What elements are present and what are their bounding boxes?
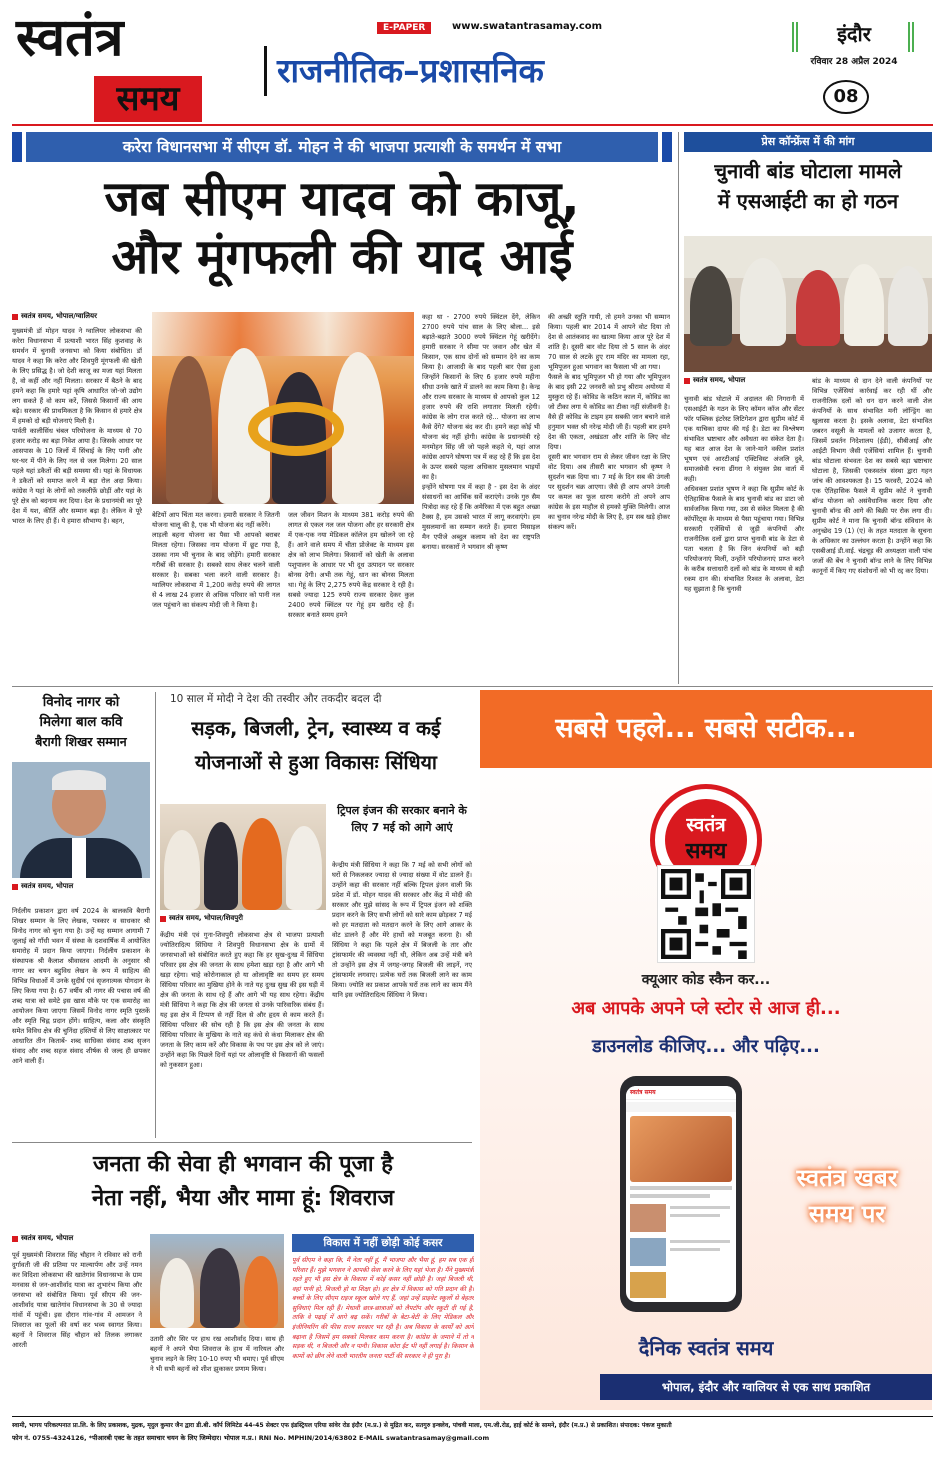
cm-col2: बेटियों आप चिंता मत करना। हमारी सरकार ने जितनी योजना चालू की है, एक भी योजना बंद नहीं करेंगे। लाड़ली बहना योजना का पैसा भी आपको बराबर मिलता रहेगा। जिसका नाम योजना में छूट गया है, उसका नाम भी चुनाव के बाद जोड़ेंगे। हमारी सरकार गरीबों की सरकार है। सबको साथ लेकर चलने वाली सरकार है। सबका भला करने वाली सरकार है। ग्वालियर लोकसभा में 1,200 करोड़ रुपये की लागत से 4 लाख 24 हजार से अधिक परिवार को पानी नल जल पहुंचाने का संकल्प मोदी जी ने किया है। [152, 511, 280, 610]
city-name: इंदौर [837, 22, 871, 46]
cm-col5: की अच्छी स्तुति गायी, तो हमने उनका भी सम्मान किया। पहली बार 2014 में आपने वोट दिया तो देश से आतंकवाद का खात्मा किया आज पूरे देश में शांति है। दूसरी बार वोट दिया तो 5 साल के अंदर 70 साल से लटके हुए राम मंदिर का मामला रहा, भूमिपूजन हुआ भगवान का फैसला भी आ गया। फैसले के बाद भूमिपूजन भी हो गया और भूमिपूजन के बाद इसी 22 जनवरी को प्रभु श्रीराम अयोध्या में मुस्कुरा रहे हैं। कोविड के कठिन काल में, कोविड का जो टीका लगा ये कोविड का टीका नहीं संजीवनी है। वैसे ही कोविड के टाइम हम सबकी जान बचाने वाले हनुमान भक्त श्री नरेन्द्र मोदी जी हैं। पहली बार हमने देश की एकता, अखंडता और शांति के लिए वोट दिया। दूसरी बार भगवान राम से लेकर जीवन रक्षा के लिए वोट दिया। अब तीसरी बार भगवान श्री कृष्ण ने सुदर्शन चक्र दिया था। 7 मई के दिन सब की उंगली पर सुदर्शन चक्र आएगा। जैसे ही आप अपने उंगली पर कमल का फूल धारण करोगे तो अपने आप कांग्रेस के इस माहौल से हमको मुक्ति मिलेगी। आज का चुनाव नरेन्द्र मोदी के लिए है, हम सब खड़े होकर संकल्प करें। [548, 313, 670, 532]
poet-headline [12, 692, 150, 752]
shivraj-headline [12, 1148, 474, 1216]
shivraj-photo-person-3 [244, 1256, 278, 1328]
shivraj-sidebar-body: पूर्व सीएम ने कहा कि, मैं नेता नहीं हूं, मैं भाजपा और भैया हूं, हम सब एक ही परिवार हैं। मुझे भगवान ने आपकी सेवा करने के लिए यहां भेजा है। मैंने मुख्यमंत्री रहते हुए भी इस क्षेत्र के विकास में कोई कसर नहीं छोड़ी है। जहां बिजली थी, वहां पानी हो, बिजली हो या शिक्षा हो। हर क्षेत्र में विकास को गति प्रदान की है। बच्चों के लिए सीएम राइज स्कूल खोले गए हैं, जहां उन्हें प्राइवेट स्कूलों से बेहतर सुविधाएं मिल रही हैं। मेधावी छात्र-छात्राओं को लैपटॉप और स्कूटी दी गई है, ताकि वे पढ़ाई में आगे बढ़ सकें। गरीबों के बेटा-बेटी के लिए मेडिकल और इंजीनियरिंग की फीस राज्य सरकार भर रही है। अब विकास के कार्यों को आगे बढ़ाना है जिसमें हम सबको मिलकर काम करना है। कांग्रेस के जमाने में तो न सड़क थी, न बिजली और न पानी। विकास कोरा ईंट भी नहीं लगाई है। किसान के कामों को छीन लेने वाली भारतीय जनता पार्टी की सरकार ने ही पूरा है। [292, 1257, 474, 1360]
ad-phone-app-title: स्वतंत्र समय [630, 1089, 656, 1096]
section-title: राजनीतिक–प्रशासनिक [264, 46, 680, 96]
divider-lower [12, 1142, 472, 1143]
poet-headline-line3: बैरागी शिखर सम्मान [35, 734, 127, 749]
scindia-byline: स्वतंत्र समय, भोपाल/शिवपुरी [160, 914, 243, 923]
scindia-subhead: ट्रिपल इंजन की सरकार बनाने के लिए 7 मई को आगे आएं [337, 804, 467, 834]
page-number: 08 [823, 80, 869, 114]
masthead-bars-right [908, 22, 916, 52]
ad-headline: सबसे पहले... सबसे सटीक... [555, 713, 857, 744]
cm-photo-person-1 [166, 356, 212, 504]
poet-headline-line2: मिलेगा बाल कवि [39, 714, 123, 730]
bond-press-photo [684, 236, 932, 372]
logo-line2: समय [116, 79, 180, 119]
bond-col1: चुनावी बांड घोटाले में अदालत की निगरानी में एसआईटी के गठन के लिए कॉमन कॉज और सेंटर फॉर पब्लिक इंटरेस्ट लिटिगेशन द्वारा सुप्रीम कोर्ट में एक याचिका दायर की गई है। डेटा का विश्लेषण संभावित भ्रष्टाचार और अवैधता का संकेत देता है। यह बात आज देश के जाने-माने वकील प्रशांत भूषण एवं आरटीआई एक्टिविस्ट अंजलि दुबे, समाजसेवी रचना ढींगरा ने संयुक्त प्रेस वार्ता में कही। अधिवक्ता प्रशांत भूषण ने कहा कि सुप्रीम कोर्ट के ऐतिहासिक फैसले के बाद चुनावी बांड का डाटा जो सार्वजनिक किया गया, उस से संकेत मिलता है की कॉर्पोरेट्स के माध्यम से पैसा पहुंचाया गया। विभिन्न सरकारी एजेंसियों से जुड़ी कंपनियों और राजनीतिक दलों द्वारा प्राप्त चुनावी बांड के डेटा से पता चलता है कि जिन कंपनियों को बड़ी परियोजनाएं मिलीं, उन्होंने परियोजनाएं प्राप्त करने के करीब सत्ताधारी दलों को बांड के माध्यम से बड़ी रकम दान की। संभावित रिश्वत के अलावा, डेटा यह सुझाता है कि चुनावी [684, 395, 804, 594]
bond-headline-line2: में एसआईटी का हो गठन [717, 189, 899, 213]
qr-code-graphic [661, 869, 751, 959]
masthead-rule [12, 124, 933, 126]
ad-top-band [480, 690, 932, 768]
bond-col2: बांड के माध्यम से दान देने वाली कंपनियों पर विभिन्न एजेंसियां कार्रवाई कर रही थीं और राजनीतिक दलों को धन दान करने वाली शेल कंपनियों के साथ संभावित मनी लॉन्ड्रिंग का खुलासा करता है। इसके अलावा, डेटा संभावित जबरन वसूली के मामलों को उजागर करता है, जिसमें प्रवर्तन निदेशालय (ईडी), सीबीआई और आईटी विभाग जैसी एजेंसियां शामिल हैं। चुनावी बांड घोटाला संभवतः देश का सबसे बड़ा भ्रष्टाचार घोटाला है, जिसकी एकस्वतंत्र संस्था द्वारा गहन जांच की आवश्यकता है। 15 फरवरी, 2024 को एक ऐतिहासिक फैसले में सुप्रीम कोर्ट ने चुनावी बॉन्ड योजना को असंवैधानिक करार दिया और चुनावी बॉन्ड की आगे की बिक्री पर रोक लगा दी। सुप्रीम कोर्ट ने माना कि चुनावी बॉन्ड संविधान के अनुच्छेद 19 (1) (ए) के तहत मतदाता के सूचना के अधिकार का उल्लंघन करता है। उन्होंने कहा कि एसबीआई डी.वाई. चंद्रचूड़ की अध्यक्षता वाली पांच जजों की बेंच ने चुनावी बॉन्ड लाने के लिए विभिन्न कानूनों में किए गए संशोधनों को भी रद्द कर दिया। [812, 377, 932, 576]
masthead-bars-left [792, 22, 800, 52]
logo-line2-box [94, 76, 202, 122]
ad-qr-label: क्यूआर कोड स्कैन कर... [641, 972, 771, 988]
cm-col3: जल जीवन मिशन के माध्यम 381 करोड़ रुपये की लागत से एकल नल जल योजना और हर सरकारी क्षेत्र में एक-एक नया मेडिकल कॉलेज हम खोलने जा रहे हैं। आने वाले समय में चीता प्रोजेक्ट के माध्यम इस क्षेत्र को लाभ मिलेगा। किसानों को खेती के अलावा पशुपालन के आधार पर भी दूध उत्पादन पर सरकार बोनस देगी। अभी तक गेहूं, धान का बोनस मिलता था। गेहूं के लिए 2,275 रुपये केंद्र सरकार दे रही है। सबसे ज्यादा 125 रुपये राज्य सरकार देकर कुल 2400 रुपये क्विंटल पर गेहूं हम खरीद रहे हैं। सरकार बनाते समय हमने [288, 511, 414, 620]
divider-mid [12, 686, 933, 687]
ad-line2: डाउनलोड कीजिए... और पढ़िए... [592, 1036, 820, 1057]
divider-top [678, 132, 679, 684]
cm-headline-line2: और मूंगफली की याद आई [111, 229, 573, 285]
bond-story [684, 132, 932, 682]
scindia-rally-photo [160, 804, 326, 910]
ad-brand: दैनिक स्वतंत्र समय [638, 1336, 774, 1360]
scindia-col2: केन्द्रीय मंत्री सिंधिया ने कहा कि 7 मई को सभी लोगों को घरों से निकलकर ज्यादा से ज्यादा संख्या में वोट डालने हैं। उन्होंने कहा की सरकार नहीं बल्कि ट्रिपल इंजन वाली कि प्रदेश में डॉ. मोहन यादव की सरकार और केंद्र में मोदी की सरकार और मुझे सांसद के रूप में ट्रिपल इंजन को शक्ति प्रदान करने के लिए सभी लोगों को सारे काम छोड़कर 7 मई को हर मतदाता को मतदान करने के लिए आगे आकर के वोट डालने हैं और मेरे हाथों को मजबूत करना है। श्री सिंधिया ने कहा कि पहले क्षेत्र में बिजली के तार और ट्रांसफार्मर की व्यवस्था नहीं थी, लेकिन अब उन्हें मंत्री बने तो उन्होंने इस क्षेत्र में जगह-जगह बिजली की लाइनें, नए ट्रांसफार्मर लगवाए। प्रत्येक घरों तक बिजली लाने का काम किया। ज्योति का प्रकाश आपके घरों तक लाने का काम मैंने यानि इस ज्योतिरादित्य सिंधिया ने किया। [332, 861, 472, 1000]
poet-portrait [12, 762, 150, 878]
cm-col4: कहा था - 2700 रुपये क्विंटल देंगे, लेकिन 2700 रुपये पांच साल के लिए बोला... इसे बढ़ाते-बढ़ाते 3000 रुपये क्विंटल गेहूं खरीदेंगे। हमारी सरकार ने सीमा पर जवान और खेत में किसान, एक साथ दोनों को सम्मान देने का काम किया है। आजादी के बाद पहली बार ऐसा हुआ जिन्होंने किसानों के लिए 6 हजार रुपये महीना सीधा उनके खाते में डालने का काम किया है। केन्द्र और राज्य सरकार के माध्यम से आपको कुल 12 हजार रुपये की राशि लगातार मिलती रहेगी। कांग्रेस के लोग राज करते रहे... योजना का लाभ कैसे देंगे? योजना बंद कर दी। हमने कहा कोई भी योजना बंद नहीं होगी। कांग्रेस के प्रधानमंत्री रहे मनमोहन सिंह जी जो पहले कहते थे, यहां आज कांग्रेस आपने घोषणा पत्र में कह रहे हैं कि इस देश के ऊपर सबसे पहला अधिकार मुसलमान भाइयों का है। इन्होंने घोषणा पत्र में कहा है - इस देश के अंदर संसाधनों का आर्थिक सर्वे कराएंगे। उनके गुरु सैम पित्रोदा कह रहे हैं कि अमेरिका में एक बहुत अच्छा टैक्स है, हम उसको भारत में लागू करवाएंगे। हम मुसलमानों का सम्मान करते हैं। हमारा मिसाइल मैन एपीजे अब्दुल कलाम को देश का राष्ट्रपति बनाया। सरकारों ने भगवान श्री कृष्ण [422, 313, 540, 552]
scindia-kicker: 10 साल में मोदी ने देश की तस्वीर और तकदीर बदल दी [170, 693, 382, 705]
scindia-story [160, 692, 472, 1136]
cm-col1: मुख्यमंत्री डॉ मोहन यादव ने ग्वालियर लोकसभा की करेरा विधानसभा में प्रत्याशी भारत सिंह कुशवाह के समर्थन में चुनावी जनसभा को किया संबोधित। डॉ यादव ने कहा कि करेरा और शिवपुरी मूंगफली की खेती के लिए प्रसिद्ध है। जो देशी काजू का मजा यहां मिलता है, वो कहीं और नहीं मिलता। सरकार में बैठने के बाद हमने कहा कि हमारे यहां कृषि आधारित जो-जो उद्योग लग सकते हैं वो काम करें, जिससे किसानों की आय बढ़े। सरकार की प्राथमिकता है कि किसान से हमारे क्षेत्र में हमको दो बड़ी योजनाएं मिली है। पार्वती कालीसिंध चंबल परियोजना के माध्यम से 70 हजार करोड़ का बड़ा निवेश आया है। जिसके आधार पर आसपास के 10 जिलों में सिंचाई के लिए पानी और घर-घर में पीने के लिए नल से जल मिलेगा। 20 साल पहले यहां डकैतों की बड़ी समस्या थी। यहां के विधायक ने डकैतों को समाप्त करने में बड़ा रोल अदा किया। कांग्रेस ने यहां के लोगों को तकलीफ़ें छोड़ीं और यहां के पूरे क्षेत्र को बदनाम कर दिया। देश के प्रधानमंत्री का पूरे देश में यश, कीर्ति और सम्मान बढ़ा है। लेकिन वे पूरे भारत के लिए ही हैं। ये हमारा सौभाग्य है। बहन, [12, 327, 142, 526]
masthead [0, 0, 945, 125]
cm-story [12, 132, 672, 680]
poet-headline-line1: विनोद नागर को [42, 694, 120, 710]
ad-phone-tag [762, 1160, 932, 1232]
logo-line1: स्वतंत्र [16, 8, 124, 68]
scindia-col1: केंद्रीय मंत्री एवं गुना-शिवपुरी लोकसभा क्षेत्र से भाजपा प्रत्याशी ज्योतिरादित्य सिंधिया ने शिवपुरी विधानसभा क्षेत्र के ग्रामों में जनसभाओं को संबोधित करते हुए कहा कि हर सुख-दुःख में सिंधिया परिवार इस क्षेत्र की जनता के साथ हमेशा खड़ा रहा है और आगे भी खड़ा रहेगा। चाहे कोरोनाकाल हो या ओलावृष्टि का समय हर समय सिंधिया परिवार का मुखिया होने के नाते यह दुःख सुख की इस घड़ी में क्षेत्र की जनता के साथ रहे हैं और आगे भी यह साथ रहेगा। केंद्रीय मंत्री सिंधिया ने कहा कि क्षेत्र की जनता से उनके पारिवारिक संबंध हैं। यह इस क्षेत्र में टिप्पण से नहीं दिल से और हृदय से काम करते हैं। सिंधिया परिवार की सोच रही है कि इस क्षेत्र की जनता के साथ सिंधिया परिवार के मुखिया के नाते वह कंधे से कंधा मिलाकर क्षेत्र की जनता के लिए काम करें और विकास के पथ पर इस क्षेत्र को ले जाएं। उन्होंने कहा कि पिछले दिनों यहां पर ओलावृष्टि से किसानों की फसलों को नुकसान हुआ। [160, 931, 324, 1070]
ad-line1: अब आपके अपने प्ले स्टोर से आज ही... [571, 998, 841, 1019]
ad-logo-line2: समय [685, 839, 727, 864]
bond-photo-person-4 [844, 264, 884, 346]
qr-code[interactable] [658, 866, 754, 962]
poet-body: निर्दलीय प्रकाशन द्वारा वर्ष 2024 के बालकवि बैरागी शिखर सम्मान के लिए लेखक, पत्रकार व साधकार श्री विनोद नागर को चुना गया है। उन्हें यह सम्मान आगामी 7 जुलाई को गाँधी भवन में संस्था के दशवार्षिक में आयोजित समारोह में प्रदान किया जाएगा। निर्दलीय प्रकाशन के संस्थापक श्री कैलाश श्रीवास्तव आदमी के अनुसार श्री नागर का चयन बहुविध लेखन के रूप में साहित्य की विभिन्न विधाओं में उनके सुदीर्घ एवं सृजनात्मक योगदान के लिए किया गया है। 67 वर्षीय श्री नागर की पचास वर्ष की शब्द यात्रा को समेटे इस खास मौके पर एक समारोह का आयोजन किया जाएगा जिसमें विनोद नागर स्मृति पुस्तकें और स्मृति चिह्न प्रदान होंगे। साहित्य, कला और संस्कृति समेत विविध क्षेत्र की चुनिंदा हस्तियों से लिए साक्षात्कार पर आधारित तीन किताबें- शब्द साधिका संवाद शब्द सृजन संवाद और शब्द सहज संवाद शीर्षक से जल्द ही छपकर आने वाली हैं। [12, 907, 150, 1066]
scindia-headline [160, 712, 472, 780]
footer [12, 1416, 933, 1454]
ad-phone [620, 1076, 742, 1312]
poet-story [12, 692, 150, 1132]
bond-photo-person-2 [740, 258, 786, 346]
ad-phone-screen [626, 1086, 736, 1302]
bond-photo-person-3 [796, 270, 840, 346]
cm-headline-line1: जब सीएम यादव को काजू, [104, 171, 580, 227]
shivraj-photo-person-1 [160, 1258, 194, 1328]
scindia-photo-person-2 [204, 822, 238, 910]
shivraj-sidebar-title: विकास में नहीं छोड़ी कोई कसर [292, 1234, 474, 1252]
bond-headline [684, 156, 932, 216]
logo [16, 8, 192, 120]
shivraj-story [12, 1148, 474, 1410]
shivraj-col2: उतारी और सिर पर हाथ रख आशीर्वाद दिया। साथ ही बहनों ने अपने भैया शिवराज के हाथ में नारियल और चुनाव लड़ने के लिए 10-10 रुपए भी थमाए। पूर्व सीएम ने भी सभी बहनों को शीश झुकाकर प्रणाम किया। [150, 1335, 284, 1374]
ad-editions-bar [600, 1374, 932, 1400]
poet-byline: स्वतंत्र समय, भोपाल [12, 882, 73, 891]
bond-byline: स्वतंत्र समय, भोपाल [684, 376, 745, 385]
shivraj-photo-person-2 [200, 1248, 240, 1328]
ad-logo-line1: स्वतंत्र [686, 814, 726, 836]
scindia-photo-person-1 [164, 830, 200, 910]
divider-poet [155, 692, 156, 1138]
shivraj-rally-photo [150, 1234, 284, 1328]
ad-editions: भोपाल, इंदौर और ग्वालियर से एक साथ प्रकाशित [661, 1380, 871, 1394]
shivraj-col1: पूर्व मुख्यमंत्री शिवराज सिंह चौहान ने रविवार को रानी दुर्गावती जी की प्रतिमा पर माल्यार्पण और उन्हें नमन कर विदिशा लोकसभा की खातेगांव विधानसभा के ग्राम मनवास से जन-आशीर्वाद यात्रा का शुभारंभ किया और जनसभा को संबोधित किया। पूर्व सीएम की जन-आशीर्वाद यात्रा खातेगांव विधानसभा के 30 से ज्यादा गांवों में पहुंची। इस दौरान गांव-गांव में आमजन ने शिवराज का फूलों की वर्षा कर भव्य स्वागत किया। बहनों ने शिवराज सिंह चौहान को तिलक लगाकर आरती [12, 1251, 142, 1350]
epaper-label: E-PAPER [377, 22, 431, 34]
cm-kicker-text: करेरा विधानसभा में सीएम डॉ. मोहन ने की भाजपा प्रत्याशी के समर्थन में सभा [122, 138, 562, 156]
footer-line2: फोन नं. 0755-4324126, *पीआरबी एक्ट के तहत समाचार चयन के लिए जिम्मेदार। भोपाल म.प्र.। RNI No. MPHIN/2014/63802 E-MAIL swatantrasamay@gmail.com [12, 1434, 490, 1442]
cm-photo-garland [248, 402, 344, 456]
shivraj-headline-line2: नेता नहीं, भैया और मामा हूं: शिवराज [92, 1186, 394, 1211]
shivraj-headline-line1: जनता की सेवा ही भगवान की पूजा है [93, 1152, 393, 1177]
footer-line1: स्वामी, भागय परिकल्पनात प्रा.लि. के लिए प्रकाशक, मुद्रक, मृदुल कुमार जैन द्वारा डी.बी. कॉर्प लिमिटेड 44-45 सेक्टर एफ इंडस्ट्रियल एरिया सांवेर रोड इंदौर (म.प्र.) से मुद्रित कर, सतगुरु इन्क्लेव, पांचवी माला, एम.जी.रोड, हाई कोर्ट के सामने, इंदौर (म.प्र.) से प्रकाशित। संपादक: पंकज मुकाती [12, 1422, 672, 1429]
scindia-headline-line1: सड़क, बिजली, ट्रेन, स्वास्थ्य व कई [191, 717, 441, 740]
scindia-photo-person-3 [242, 818, 282, 910]
bond-headline-line1: चुनावी बांड घोटाला मामले [714, 159, 902, 183]
epaper-url[interactable]: www.swatantrasamay.com [452, 21, 603, 32]
cm-byline: स्वतंत्र समय, भोपाल/ग्वालियर [12, 312, 97, 321]
cm-rally-photo [152, 312, 414, 504]
bond-photo-person-1 [690, 266, 732, 346]
cm-kicker [12, 132, 672, 162]
issue-date: रविवार 28 अप्रैल 2024 [810, 57, 898, 67]
app-ad[interactable] [480, 690, 932, 1410]
cm-headline [12, 170, 672, 286]
ad-phone-tag-line2: समय पर [808, 1200, 886, 1228]
bond-kicker: प्रेस कॉन्फ्रेंस में की मांग [684, 132, 932, 152]
shivraj-byline: स्वतंत्र समय, भोपाल [12, 1234, 73, 1243]
scindia-photo-person-4 [286, 826, 322, 910]
ad-phone-tag-line1: स्वतंत्र खबर [796, 1164, 898, 1192]
bond-photo-person-5 [888, 266, 928, 346]
scindia-headline-line2: योजनाओं से हुआ विकासः सिंधिया [195, 751, 437, 774]
